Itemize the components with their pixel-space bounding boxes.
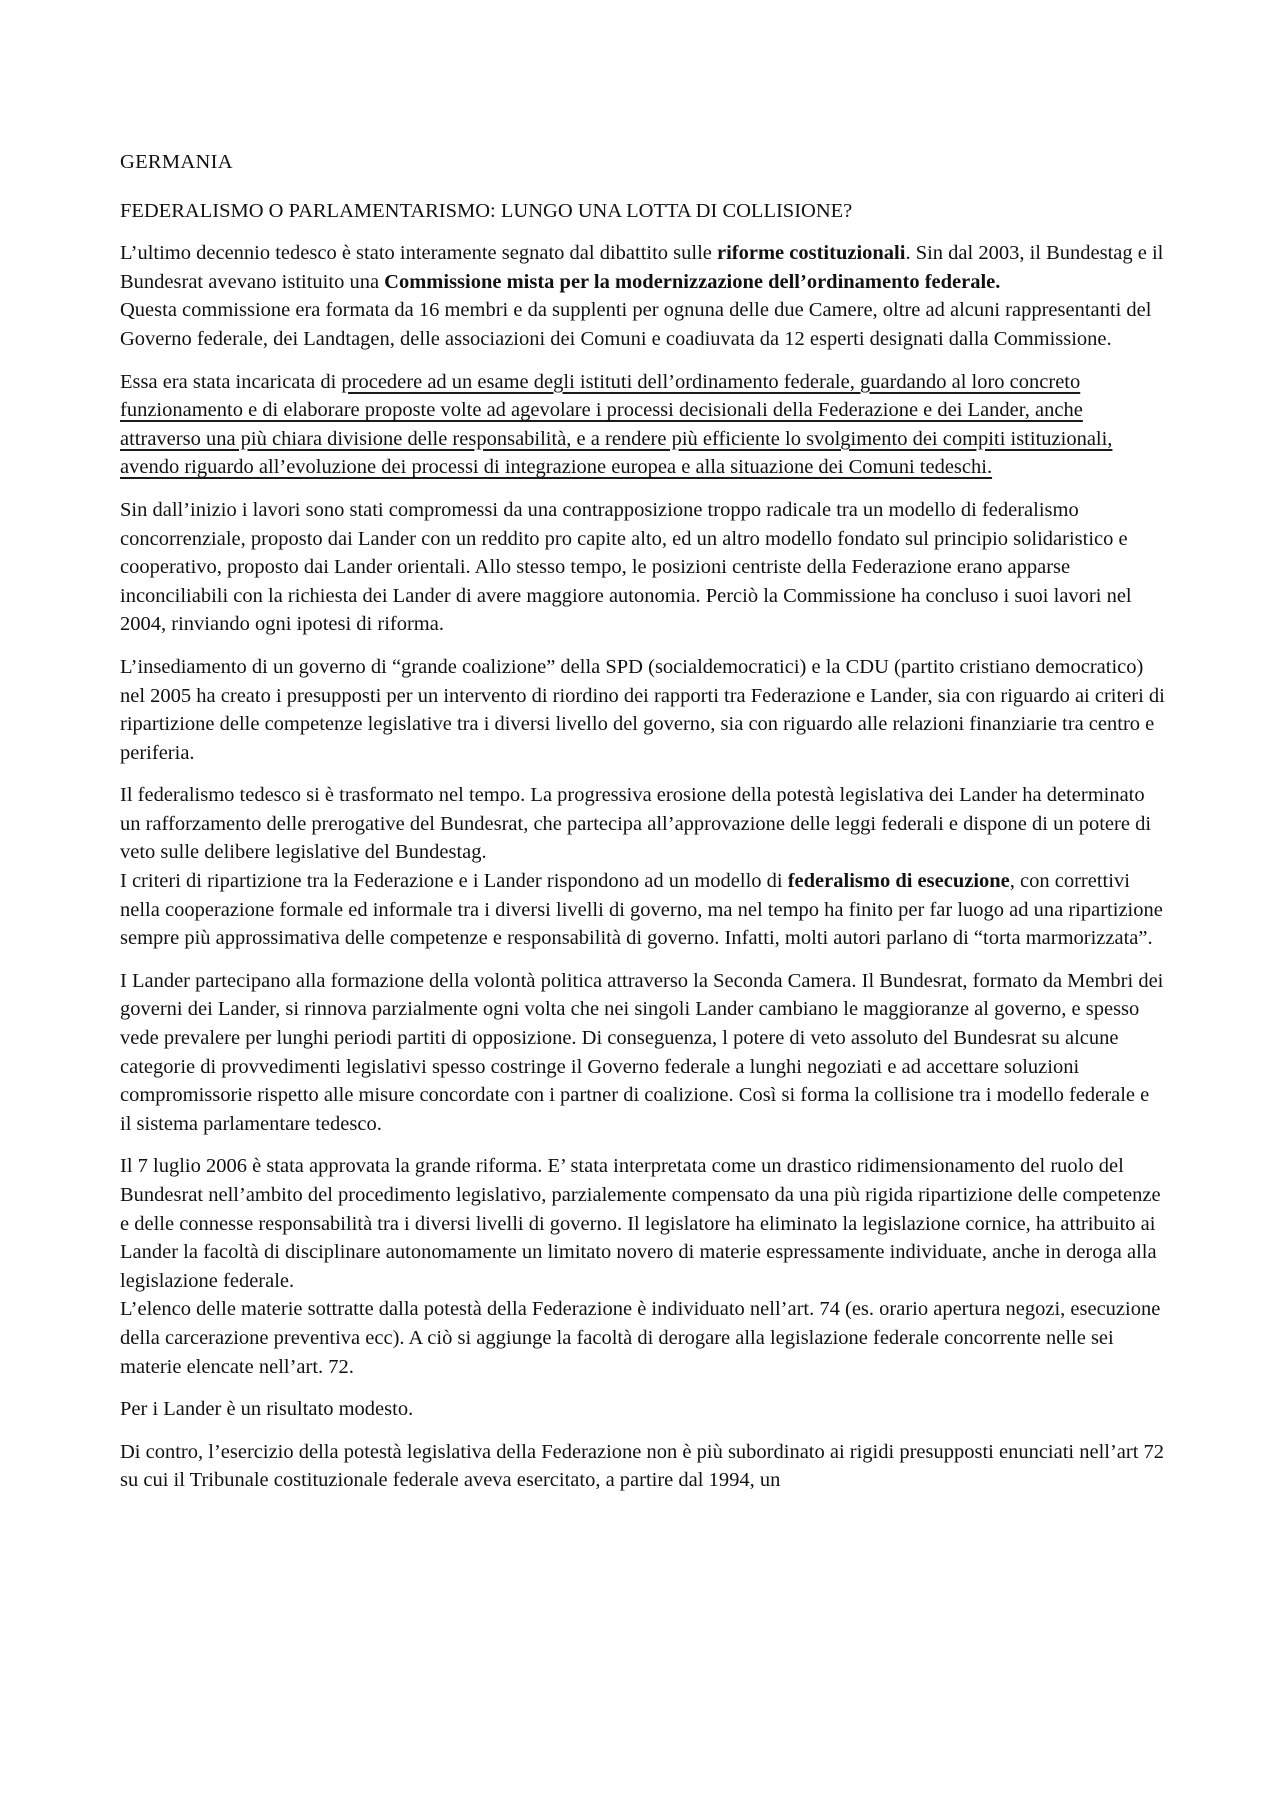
paragraph-5-text-b: I criteri di ripartizione tra la Federazione e i Lander rispondono ad un modello di (120, 870, 788, 893)
document-page (120, 148, 1165, 1509)
paragraph-1-bold-riforme: riforme costituzionali (717, 242, 906, 265)
paragraph-2 (120, 368, 1165, 482)
paragraph-1 (120, 239, 1165, 353)
paragraph-9: Di contro, l’esercizio della potestà legislativa della Federazione non è più subordinato ai rigidi presupposti enunciati nell’art 72 su cui il Tribunale costituzionale federale aveva esercitato, a partire dal 1994, un (120, 1440, 1165, 1492)
paragraph-7-text-b: L’elenco delle materie sottratte dalla potestà della Federazione è individuato nell’art. 74 (es. orario apertura negozi, esecuzione della carcerazione preventiva ecc). A ciò si aggiunge la facoltà di derogare alla legislazione federale concorrente nelle sei materie elencate nell’art. 72. (120, 1298, 1161, 1378)
paragraph-6: I Lander partecipano alla formazione della volontà politica attraverso la Seconda Camera. Il Bundesrat, formato da Membri dei governi dei Lander, si rinnova parzialmente ogni volta che nei singoli Lander cambiano le maggioranze al governo, e spesso vede prevalere per lunghi periodi partiti di opposizione. Di conseguenza, l potere di veto assoluto del Bundesrat su alcune categorie di provvedimenti legislativi spesso costringe il Governo federale a lunghi negoziati e ad accettare soluzioni compromissorie rispetto alle misure concordate con i partner di coalizione. Così si forma la collisione tra i modello federale e il sistema parlamentare tedesco. (120, 969, 1164, 1135)
paragraph-7-text-a: Il 7 luglio 2006 è stata approvata la grande riforma. E’ stata interpretata come un drastico ridimensionamento del ruolo del Bundesrat nell’ambito del procedimento legislativo, parzialemente compensato da una più rigida ripartizione delle competenze e delle connesse responsabilità tra i diversi livelli di governo. Il legislatore ha eliminato la legislazione cornice, ha attribuito ai Lander la facoltà di disciplinare autonomamente un limitato novero di materie espressamente individuate, anche in deroga alla legislazione federale. (120, 1155, 1161, 1292)
paragraph-5-text-a: Il federalismo tedesco si è trasformato nel tempo. La progressiva erosione della potestà legislativa dei Lander ha determinato un rafforzamento delle prerogative del Bundesrat, che partecipa all’approvazione delle leggi federali e dispone di un potere di veto sulle delibere legislative del Bundestag. (120, 784, 1152, 864)
paragraph-2-text-a: Essa era stata incaricata di (120, 370, 342, 393)
paragraph-1-bold-commissione: Commissione mista per la modernizzazione dell’ordinamento federale. (384, 270, 1001, 293)
paragraph-7 (120, 1152, 1165, 1381)
paragraph-1-text-a: L’ultimo decennio tedesco è stato interamente segnato dal dibattito sulle (120, 242, 717, 265)
paragraph-4: L’insediamento di un governo di “grande coalizione” della SPD (socialdemocratici) e la CDU (partito cristiano democratico) nel 2005 ha creato i presupposti per un intervento di riordino dei rapporti tra Federazione e Lander, sia con riguardo ai criteri di ripartizione delle competenze legislative tra i diversi livello del governo, sia con riguardo alle relazioni finanziarie tra centro e periferia. (120, 655, 1165, 764)
document-subheading: FEDERALISMO O PARLAMENTARISMO: LUNGO UNA LOTTA DI COLLISIONE? (120, 199, 853, 222)
paragraph-5-bold-federalismo: federalismo di esecuzione (787, 870, 1010, 893)
paragraph-2-underlined: procedere ad un esame degli istituti dell’ordinamento federale, guardando al loro concreto funzionamento e di elaborare proposte volte ad agevolare i processi decisionali della Federazione e dei Lander, anche attraverso una più chiara divisione delle responsabilità, e a rendere più efficiente lo svolgimento dei compiti istituzionali, avendo riguardo all’evoluzione dei processi di integrazione europea e alla situazione dei Comuni tedeschi. (120, 370, 1113, 479)
paragraph-5-text-d: , con correttivi nella cooperazione formale ed informale tra i diversi livelli di governo, ma nel tempo ha finito per far luogo ad una ripartizione sempre più approssimativa delle competenze e responsabilità di governo. Infatti, molti autori parlano di “torta marmorizzata”. (120, 870, 1163, 950)
paragraph-8: Per i Lander è un risultato modesto. (120, 1398, 414, 1421)
paragraph-5 (120, 781, 1165, 953)
paragraph-1-text-c: . Sin dal 2003, il Bundestag e il Bundesrat avevano istituito una (120, 242, 1164, 293)
document-heading: GERMANIA (120, 151, 233, 173)
paragraph-3: Sin dall’inizio i lavori sono stati compromessi da una contrapposizione troppo radicale tra un modello di federalismo concorrenziale, proposto dai Lander con un reddito pro capite alto, ed un altro modello fondato sul principio solidaristico e cooperativo, proposto dai Lander orientali. Allo stesso tempo, le posizioni centriste della Federazione erano apparse inconciliabili con la richiesta dei Lander di avere maggiore autonomia. Perciò la Commissione ha concluso i suoi lavori nel 2004, rinviando ogni ipotesi di riforma. (120, 498, 1132, 636)
paragraph-1-text-e: Questa commissione era formata da 16 membri e da supplenti per ognuna delle due Camere, oltre ad alcuni rappresentanti del Governo federale, dei Landtagen, delle associazioni dei Comuni e coadiuvata da 12 esperti designati dalla Commissione. (120, 299, 1152, 350)
